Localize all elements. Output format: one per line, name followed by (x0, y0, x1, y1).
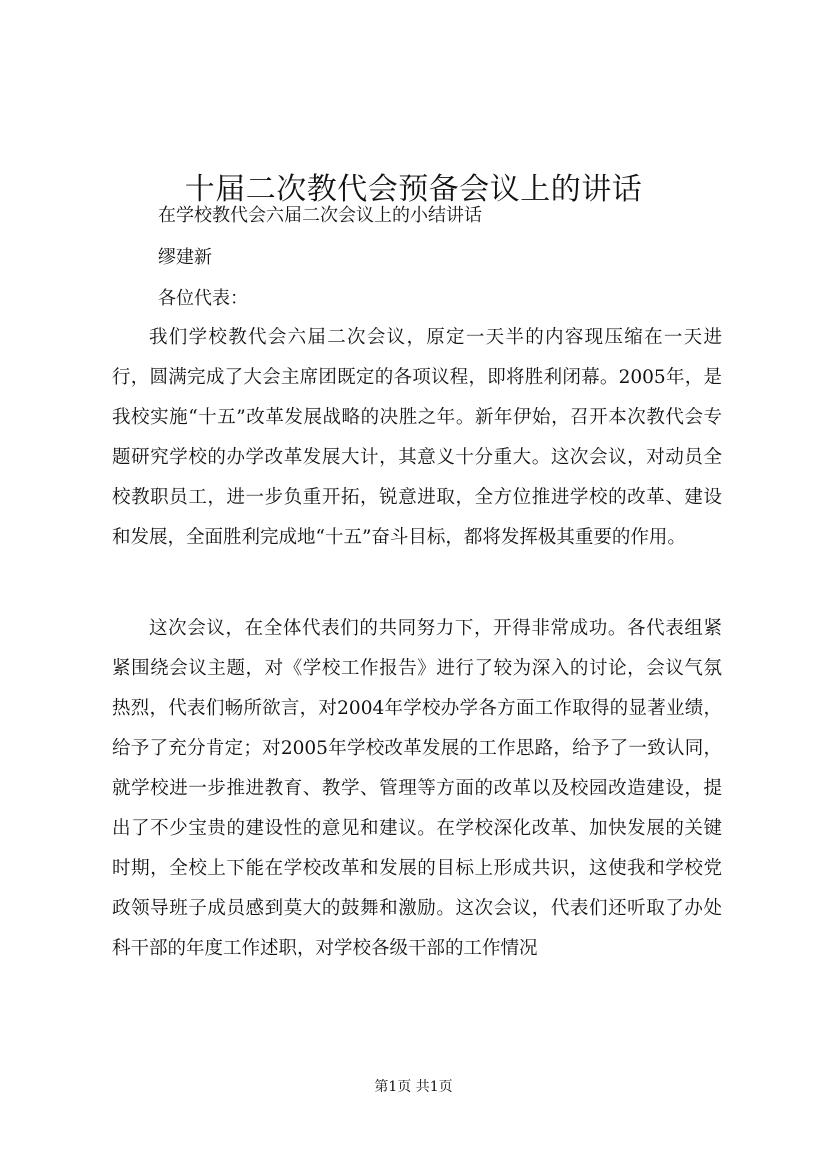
salutation: 各位代表： (158, 288, 248, 309)
body-paragraph-2 (112, 609, 722, 969)
author-name: 缪建新 (158, 247, 212, 268)
body-paragraph-1 (112, 318, 722, 558)
document-title: 十届二次教代会预备会议上的讲话 (184, 172, 643, 208)
document-subtitle: 在学校教代会六届二次会议上的小结讲话 (158, 205, 482, 226)
paragraph-text: 我们学校教代会六届二次会议，原定一天半的内容现压缩在一天进行，圆满完成了大会主席团既定的各项议程，即将胜利闭幕。2005年，是我校实施“十五”改革发展战略的决胜之年。新年伊始，召开本次教代会专题研究学校的办学改革发展大计，其意义十分重大。这次会议，对动员全校教职员工，进一步负重开拓，锐意进取，全方位推进学校的改革、建设和发展，全面胜利完成地“十五”奋斗目标，都将发挥极其重要的作用。 (112, 327, 722, 548)
paragraph-text: 这次会议，在全体代表们的共同努力下，开得非常成功。各代表组紧紧围绕会议主题，对《学校工作报告》进行了较为深入的讨论，会议气氛热烈，代表们畅所欲言，对2004年学校办学各方面工作取得的显著业绩，给予了充分肯定；对2005年学校改革发展的工作思路，给予了一致认同，就学校进一步推进教育、教学、管理等方面的改革以及校园改造建设，提出了不少宝贵的建设性的意见和建议。在学校深化改革、加快发展的关键时期，全校上下能在学校改革和发展的目标上形成共识，这使我和学校党政领导班子成员感到莫大的鼓舞和激励。这次会议，代表们还听取了办处科干部的年度工作述职，对学校各级干部的工作情况 (112, 618, 722, 959)
page-footer: 第1页 共1页 (374, 1079, 453, 1095)
